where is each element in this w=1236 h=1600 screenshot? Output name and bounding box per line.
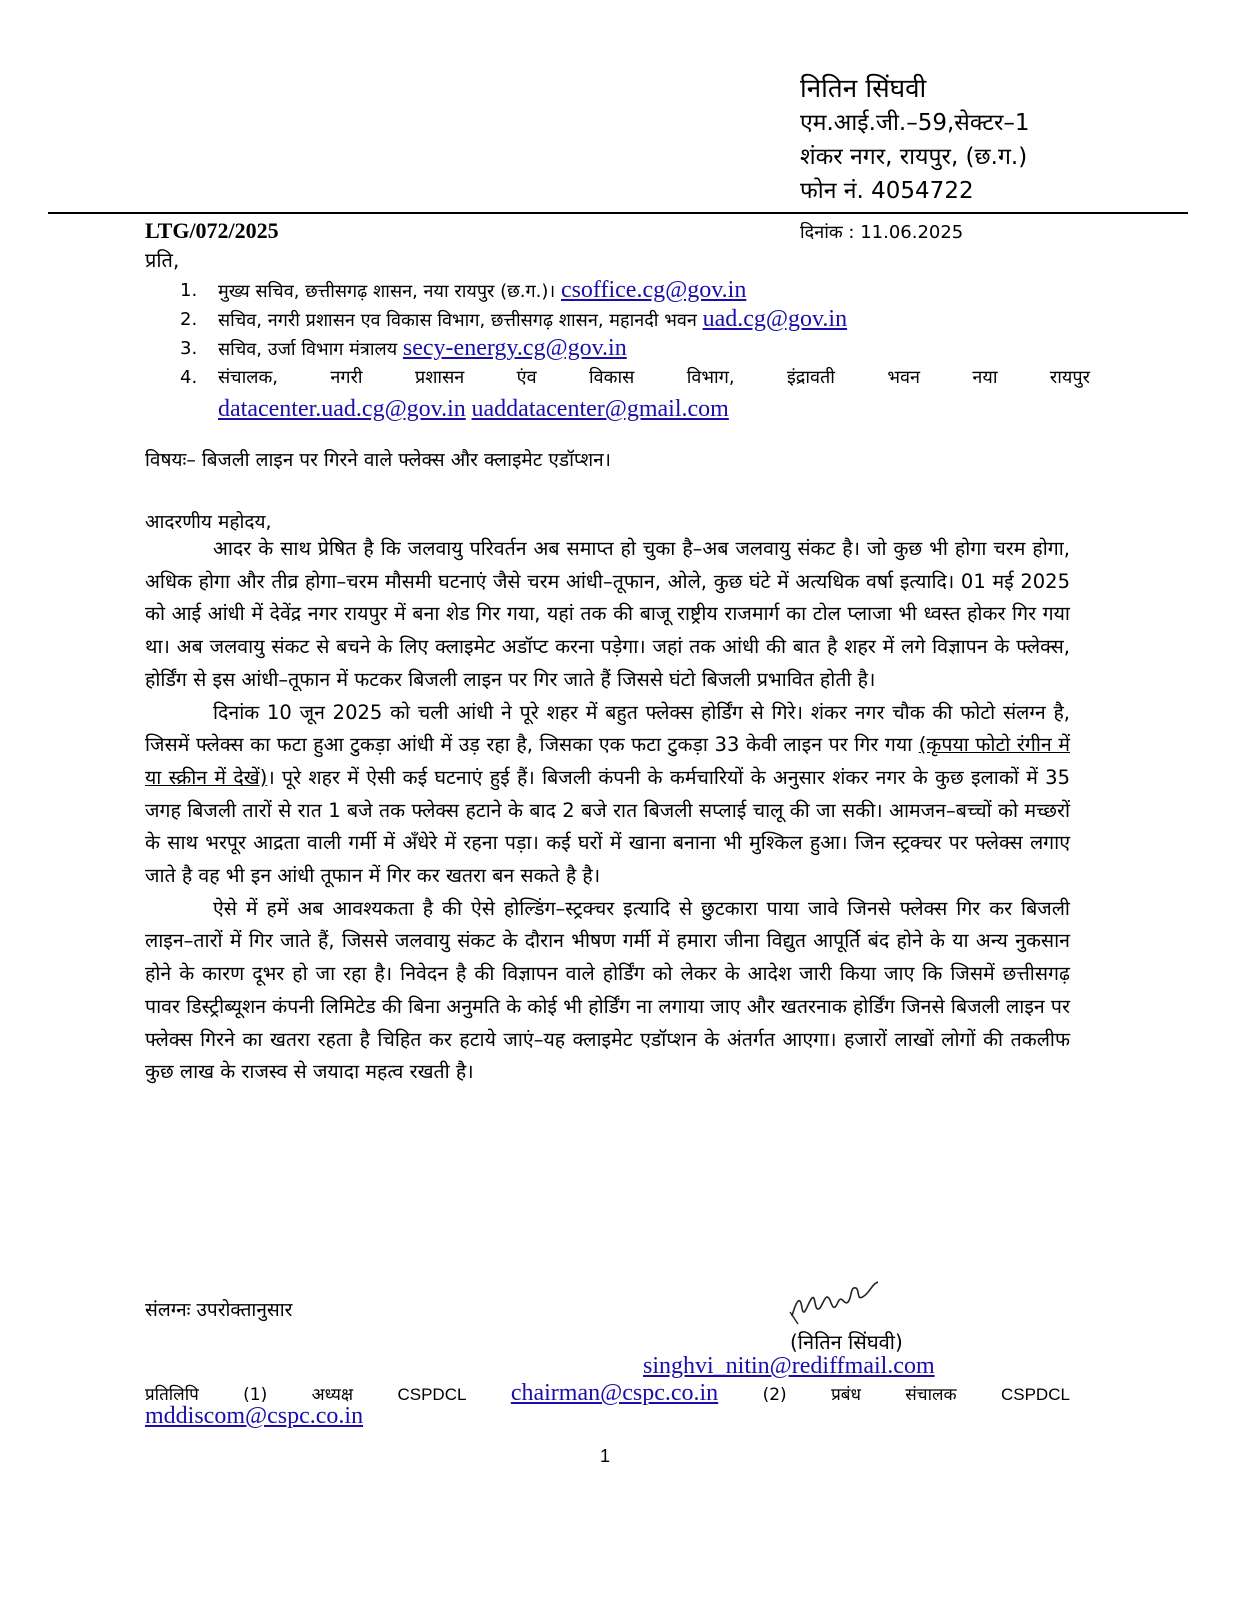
recipient-email-link[interactable]: datacenter.uad.cg@gov.in: [218, 396, 466, 422]
letterhead-divider: [48, 212, 1188, 214]
recipient-word: इंद्रावती: [786, 367, 835, 388]
copy-org-1: CSPDCL: [397, 1385, 467, 1404]
recipient-email-link[interactable]: csoffice.cg@gov.in: [560, 277, 747, 303]
recipient-item: [180, 305, 1090, 334]
body-paragraph: [145, 697, 1070, 893]
copy-email-link-2[interactable]: mddiscom@cspc.co.in: [145, 1403, 364, 1429]
recipient-word: संचालक,: [218, 367, 279, 388]
sender-address-line-1: एम.आई.जी.–59,सेक्टर–1: [800, 110, 1030, 136]
body-paragraph: आदर के साथ प्रेषित है कि जलवायु परिवर्तन अब समाप्त हो चुका है–अब जलवायु संकट है। जो कुछ भी होगा चरम होगा, अधिक होगा और तीव्र होगा–चरम मौसमी घटनाएं जैसे चरम आंधी–तूफान, ओले, कुछ घंटे में अत्यधिक वर्षा इत्यादि। 01 मई 2025 को आई आंधी में देवेंद्र नगर रायपुर में बना शेड गिर गया, यहां तक की बाजू राष्ट्रीय राजमार्ग का टोल प्लाजा भी ध्वस्त होकर गिर गया था। अब जलवायु संकट से बचने के लिए क्लाइमेट अडॉप्ट करना पड़ेगा। जहां तक आंधी की बात है शहर में लगे विज्ञापन के फ्लेक्स, होर्डिंग से इस आंधी–तूफान में फटकर बिजली लाइन पर गिर जाते हैं जिससे घंटो बिजली प्रभावित होती है।: [145, 537, 1070, 691]
recipient-word: प्रशासन: [414, 367, 465, 388]
subject-line: विषयः– बिजली लाइन पर गिरने वाले फ्लेक्स और क्लाइमेट एडॉप्शन।: [145, 449, 611, 471]
recipient-item: [180, 363, 1090, 392]
reference-number: LTG/072/2025: [145, 218, 279, 243]
copy-label: प्रतिलिपि: [145, 1385, 199, 1405]
recipient-word: नगरी: [330, 367, 363, 388]
recipient-text: सचिव, नगरी प्रशासन एव विकास विभाग, छत्तीसगढ़ शासन, महानदी भवन: [218, 310, 697, 331]
sender-phone: फोन नं. 4054722: [800, 178, 974, 204]
copy-org-2: CSPDCL: [1000, 1385, 1070, 1404]
recipient-email-link[interactable]: uaddatacenter@gmail.com: [471, 396, 729, 422]
body-text-underlined: (कृपया फोटो रंगीन में या स्क्रीन में देखें): [145, 733, 1070, 789]
recipient-item: [180, 276, 1090, 305]
letter-date: दिनांक : 11.06.2025: [800, 222, 964, 243]
recipient-list: [180, 276, 1090, 426]
recipient-word: विकास: [589, 367, 635, 388]
copy-designation-2b: संचालक: [905, 1385, 957, 1405]
body-paragraph: ऐसे में हमें अब आवश्यकता है की ऐसे होल्डिंग–स्ट्रक्चर इत्यादि से छुटकारा पाया जावे जिनसे फ्लेक्स गिर कर बिजली लाइन–तारों में गिर जाते हैं, जिससे जलवायु संकट के दौरान भीषण गर्मी में हमारा जीना विद्युत आपूर्ति बंद होने के या अन्य नुकसान होने के कारण दूभर हो जा रहा है। निवेदन है की विज्ञापन वाले होर्डिंग को लेकर के आदेश जारी किया जाए कि जिसमें छत्तीसगढ़ पावर डिस्ट्रीब्यूशन कंपनी लिमिटेड की बिना अनुमति के कोई भी होर्डिंग ना लगाया जाए और खतरनाक होर्डिंग जिनसे बिजली लाइन पर फ्लेक्स गिरने का खतरा रहता है चिहित कर हटाये जाएं–यह क्लाइमेट एडॉप्शन के अंतर्गत आएगा। हजारों लाखों लोगों की तकलीफ कुछ लाख के राजस्व से जयादा महत्व रखती है।: [145, 896, 1070, 1084]
copy-number-1: (1): [243, 1385, 268, 1405]
sender-address-line-2: शंकर नगर, रायपुर, (छ.ग.): [800, 144, 1028, 170]
recipient-item-continuation: [180, 392, 1090, 426]
recipient-number: 3.: [180, 338, 198, 359]
copy-email-link-1[interactable]: chairman@cspc.co.in: [510, 1380, 719, 1406]
recipient-word: नया: [972, 367, 998, 388]
recipient-number: 1.: [180, 280, 198, 301]
body-text: दिनांक 10 जून 2025 को चली आंधी ने पूरे शहर में बहुत फ्लेक्स होर्डिंग से गिरे। शंकर नगर चौक की फोटो संलग्न है, जिसमें फ्लेक्स का फटा हुआ टुकड़ा आंधी में उड़ रहा है, जिसका एक फटा टुकड़ा 33 केवी लाइन पर गिर गया: [145, 700, 1070, 757]
enclosure-note: संलग्नः उपरोक्तानुसार: [145, 1299, 293, 1321]
recipient-number: 2.: [180, 309, 198, 330]
recipient-email-link[interactable]: uad.cg@gov.in: [702, 306, 848, 332]
recipient-item: [180, 334, 1090, 363]
recipient-number: 4.: [180, 367, 198, 388]
recipient-word: रायपुर: [1049, 367, 1090, 388]
copy-designation-2a: प्रबंध: [831, 1385, 861, 1405]
recipient-word: एंव: [516, 367, 537, 388]
signer-name: (नितिन सिंघवी): [790, 1330, 903, 1354]
handwritten-signature: [786, 1272, 886, 1328]
to-label: प्रति,: [145, 248, 180, 272]
recipient-word: भवन: [887, 367, 921, 388]
page-number: 1: [600, 1446, 611, 1466]
recipient-text: [218, 363, 1090, 392]
recipient-text: सचिव, उर्जा विभाग मंत्रालय: [218, 339, 398, 360]
signer-email-link[interactable]: singhvi_nitin@rediffmail.com: [643, 1353, 935, 1379]
sender-block: [800, 72, 1200, 208]
salutation: आदरणीय महोदय,: [145, 511, 272, 533]
copy-designation-1: अध्यक्ष: [311, 1385, 354, 1405]
recipient-text: मुख्य सचिव, छत्तीसगढ़ शासन, नया रायपुर (छ.ग.)।: [218, 281, 556, 302]
copy-to-block: [145, 1380, 1070, 1430]
sender-name: नितिन सिंघवी: [800, 74, 927, 104]
copy-number-2: (2): [762, 1385, 787, 1405]
recipient-email-link[interactable]: secy-energy.cg@gov.in: [402, 335, 627, 361]
body-text: । पूरे शहर में ऐसी कई घटनाएं हुई हैं। बिजली कंपनी के कर्मचारियों के अनुसार शंकर नगर के कुछ इलाकों में 35 जगह बिजली तारों से रात 1 बजे तक फ्लेक्स हटाने के बाद 2 बजे रात बिजली सप्लाई चालू की जा सकी। आमजन–बच्चों को मच्छरों के साथ भरपूर आद्रता वाली गर्मी में अँधेरे में रहना पड़ा। कई घरों में खाना बनाना भी मुश्किल हुआ। जिन स्ट्रक्चर पर फ्लेक्स लगाए जाते है वह भी इन आंधी तूफान में गिर कर खतरा बन सकते है है।: [145, 765, 1070, 888]
recipient-word: विभाग,: [686, 367, 735, 388]
letter-body: [145, 533, 1070, 1089]
